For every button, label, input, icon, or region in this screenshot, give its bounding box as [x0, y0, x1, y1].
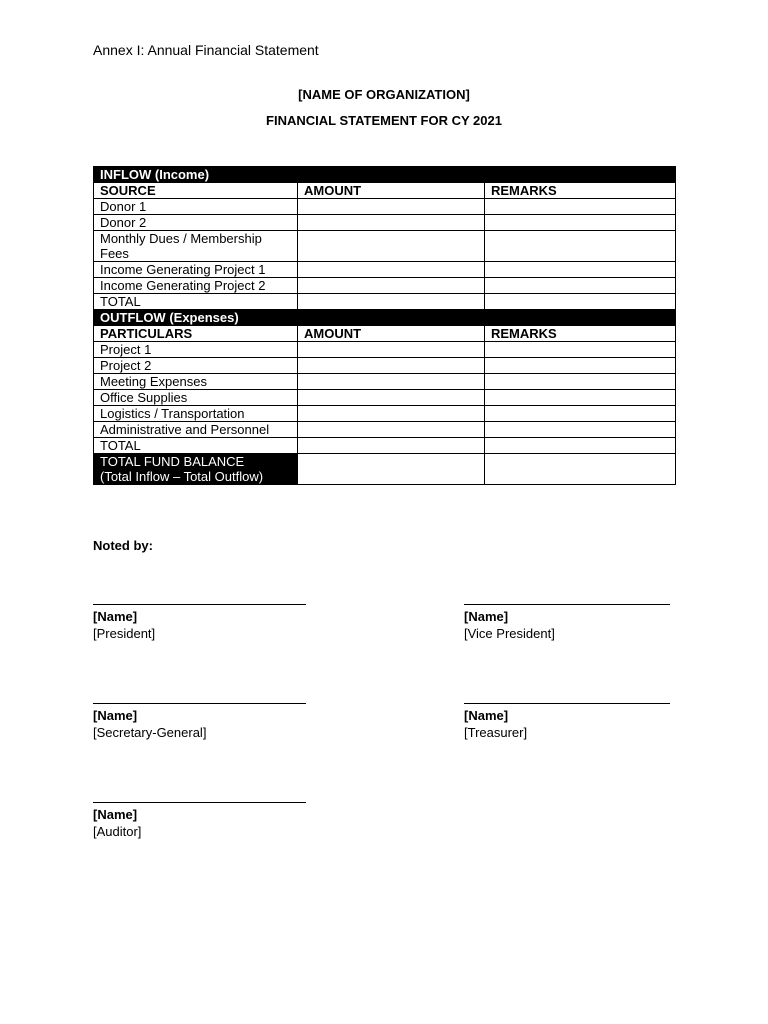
inflow-section-header	[94, 167, 676, 183]
row-label: Logistics / Transportation	[94, 406, 298, 422]
annex-label: Annex I: Annual Financial Statement	[93, 42, 319, 58]
table-row	[94, 422, 676, 438]
fund-balance-label	[94, 454, 298, 485]
table-row	[94, 342, 676, 358]
row-label: Administrative and Personnel	[94, 422, 298, 438]
signature-block-secretary-general	[93, 703, 306, 741]
table-row	[94, 231, 676, 262]
row-label: Project 2	[94, 358, 298, 374]
signature-block-auditor	[93, 802, 306, 840]
row-label: TOTAL	[94, 294, 298, 310]
row-label: Donor 1	[94, 199, 298, 215]
amount-cell	[298, 358, 485, 374]
remarks-cell	[485, 262, 676, 278]
signature-block-vice-president	[464, 604, 670, 642]
outflow-column-headers	[94, 326, 676, 342]
column-header-source: SOURCE	[94, 183, 298, 199]
signatory-role: [Secretary-General]	[93, 725, 207, 740]
outflow-section-header	[94, 310, 676, 326]
signatory-name: [Name]	[93, 708, 138, 723]
outflow-section-title: OUTFLOW (Expenses)	[94, 310, 676, 326]
signature-block-president	[93, 604, 306, 642]
statement-title: FINANCIAL STATEMENT FOR CY 2021	[266, 113, 502, 128]
table-row	[94, 199, 676, 215]
remarks-cell	[485, 215, 676, 231]
amount-cell	[298, 262, 485, 278]
row-label: Income Generating Project 1	[94, 262, 298, 278]
row-label: Meeting Expenses	[94, 374, 298, 390]
remarks-cell	[485, 374, 676, 390]
remarks-cell	[485, 438, 676, 454]
signatory-name: [Name]	[93, 807, 138, 822]
signature-line	[93, 802, 306, 803]
signatory-role: [President]	[93, 626, 156, 641]
remarks-cell	[485, 199, 676, 215]
signatory-role: [Vice President]	[464, 626, 555, 641]
noted-by-label: Noted by:	[93, 538, 153, 553]
amount-cell	[298, 374, 485, 390]
remarks-cell	[485, 390, 676, 406]
row-label: Donor 2	[94, 215, 298, 231]
fund-balance-row	[94, 454, 676, 485]
fund-balance-label-line1: TOTAL FUND BALANCE	[100, 454, 245, 469]
table-row	[94, 390, 676, 406]
column-header-remarks: REMARKS	[485, 326, 676, 342]
column-header-amount: AMOUNT	[298, 326, 485, 342]
column-header-particulars: PARTICULARS	[94, 326, 298, 342]
table-row	[94, 262, 676, 278]
row-label: TOTAL	[94, 438, 298, 454]
amount-cell	[298, 199, 485, 215]
signatory-name: [Name]	[464, 609, 509, 624]
remarks-cell	[485, 422, 676, 438]
remarks-cell	[485, 231, 676, 262]
remarks-cell	[485, 358, 676, 374]
signature-block-treasurer	[464, 703, 670, 741]
fund-balance-amount-cell	[298, 454, 485, 485]
table-row	[94, 278, 676, 294]
column-header-remarks: REMARKS	[485, 183, 676, 199]
column-header-amount: AMOUNT	[298, 183, 485, 199]
fund-balance-label-line2: (Total Inflow – Total Outflow)	[100, 469, 264, 484]
row-label: Office Supplies	[94, 390, 298, 406]
amount-cell	[298, 231, 485, 262]
amount-cell	[298, 215, 485, 231]
amount-cell	[298, 422, 485, 438]
remarks-cell	[485, 342, 676, 358]
amount-cell	[298, 438, 485, 454]
signature-line	[93, 703, 306, 704]
amount-cell	[298, 294, 485, 310]
signature-line	[464, 703, 670, 704]
row-label: Income Generating Project 2	[94, 278, 298, 294]
remarks-cell	[485, 294, 676, 310]
signature-line	[464, 604, 670, 605]
amount-cell	[298, 278, 485, 294]
row-label: Monthly Dues / Membership Fees	[94, 231, 298, 262]
table-row	[94, 358, 676, 374]
fund-balance-remarks-cell	[485, 454, 676, 485]
inflow-column-headers	[94, 183, 676, 199]
table-row	[94, 406, 676, 422]
outflow-total-row	[94, 438, 676, 454]
inflow-section-title: INFLOW (Income)	[94, 167, 676, 183]
table-row	[94, 374, 676, 390]
signatory-role: [Auditor]	[93, 824, 142, 839]
amount-cell	[298, 342, 485, 358]
inflow-total-row	[94, 294, 676, 310]
remarks-cell	[485, 278, 676, 294]
amount-cell	[298, 406, 485, 422]
amount-cell	[298, 390, 485, 406]
remarks-cell	[485, 406, 676, 422]
signature-line	[93, 604, 306, 605]
organization-name: [NAME OF ORGANIZATION]	[298, 87, 470, 102]
row-label: Project 1	[94, 342, 298, 358]
financial-statement-table	[93, 166, 676, 485]
table-row	[94, 215, 676, 231]
signatory-role: [Treasurer]	[464, 725, 528, 740]
signatory-name: [Name]	[464, 708, 509, 723]
signatory-name: [Name]	[93, 609, 138, 624]
